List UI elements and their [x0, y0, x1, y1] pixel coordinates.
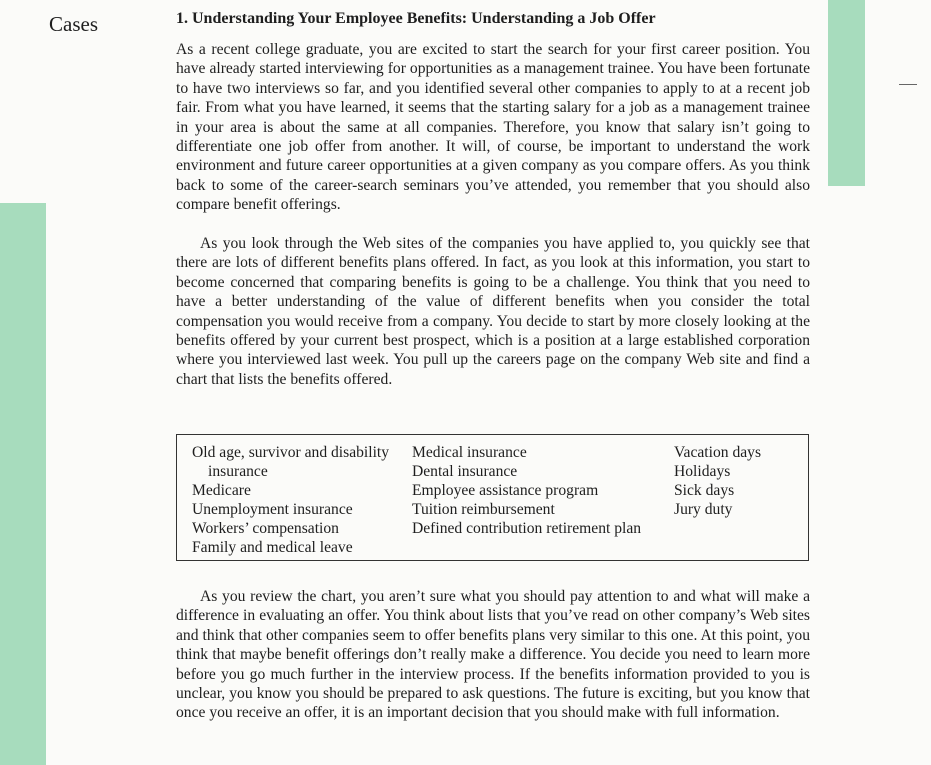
edge-mark — [899, 84, 917, 85]
benefit-item: Family and medical leave — [192, 539, 353, 556]
benefit-item: Medical insurance — [412, 444, 527, 461]
benefits-column-time-off — [674, 443, 804, 519]
paragraph-websites: As you look through the Web sites of the companies you have applied to, you quickly see that there are lots of different benefits plans offered. In fact, as you look at this information, you start to become concerned that comparing benefits is going to be a challenge. You think that you need to have a better understanding of the value of different benefits when you consider the total compensation you would receive from a company. You decide to start by more closely looking at the benefits offered by your current best prospect, which is a position at a large established corporation where you interviewed last week. You pull up the careers page on the company Web site and find a chart that lists the benefits offered. — [176, 235, 810, 388]
benefits-column-legal — [192, 443, 402, 557]
right-margin-highlight — [828, 0, 865, 186]
benefit-item: Unemployment insurance — [192, 501, 353, 518]
benefit-item: Medicare — [192, 482, 251, 499]
benefit-item: Defined contribution retirement plan — [412, 520, 642, 537]
benefits-column-insurance — [412, 443, 662, 538]
case-title: 1. Understanding Your Employee Benefits: Understanding a Job Offer — [176, 10, 656, 27]
benefit-item: Holidays — [674, 463, 731, 480]
benefit-item: Sick days — [674, 482, 735, 499]
benefit-item: Vacation days — [674, 444, 762, 461]
section-label: Cases — [49, 12, 98, 36]
benefits-chart — [176, 434, 809, 561]
benefit-item: Tuition reimbursement — [412, 501, 555, 518]
benefit-item: Jury duty — [674, 501, 733, 518]
paragraph-intro: As a recent college graduate, you are excited to start the search for your first career position. You have already started interviewing for opportunities as a management trainee. You have been fortunate to have two interviews so far, and you identified several other companies to apply to at a recent job fair. From what you have learned, it seems that the starting salary for a job as a management trainee in your area is about the same at all companies. Therefore, you know that salary isn’t going to differentiate one job offer from another. It will, of course, be important to understand the work environment and future career opportunities at a given company as you compare offers. As you think back to some of the career-search seminars you’ve attended, you remember that you should also compare benefit offerings. — [176, 41, 810, 214]
benefit-item: Workers’ compensation — [192, 520, 339, 537]
benefit-item: Employee assistance program — [412, 482, 599, 499]
benefit-item: Dental insurance — [412, 463, 518, 480]
left-margin-highlight — [0, 203, 46, 765]
benefit-item: Old age, survivor and disability insurance — [192, 444, 390, 480]
paragraph-review: As you review the chart, you aren’t sure what you should pay attention to and what will make a difference in evaluating an offer. You think about lists that you’ve read on other company’s Web sites and think that other companies seem to offer benefits plans very similar to this one. At this point, you think that maybe benefit offerings don’t really make a difference. You decide you need to learn more before you go much further in the interview process. If the benefits information provided to you is unclear, you know you should be prepared to ask questions. The future is exciting, but you know that once you receive an offer, it is an important decision that you should make with full information. — [176, 588, 810, 722]
